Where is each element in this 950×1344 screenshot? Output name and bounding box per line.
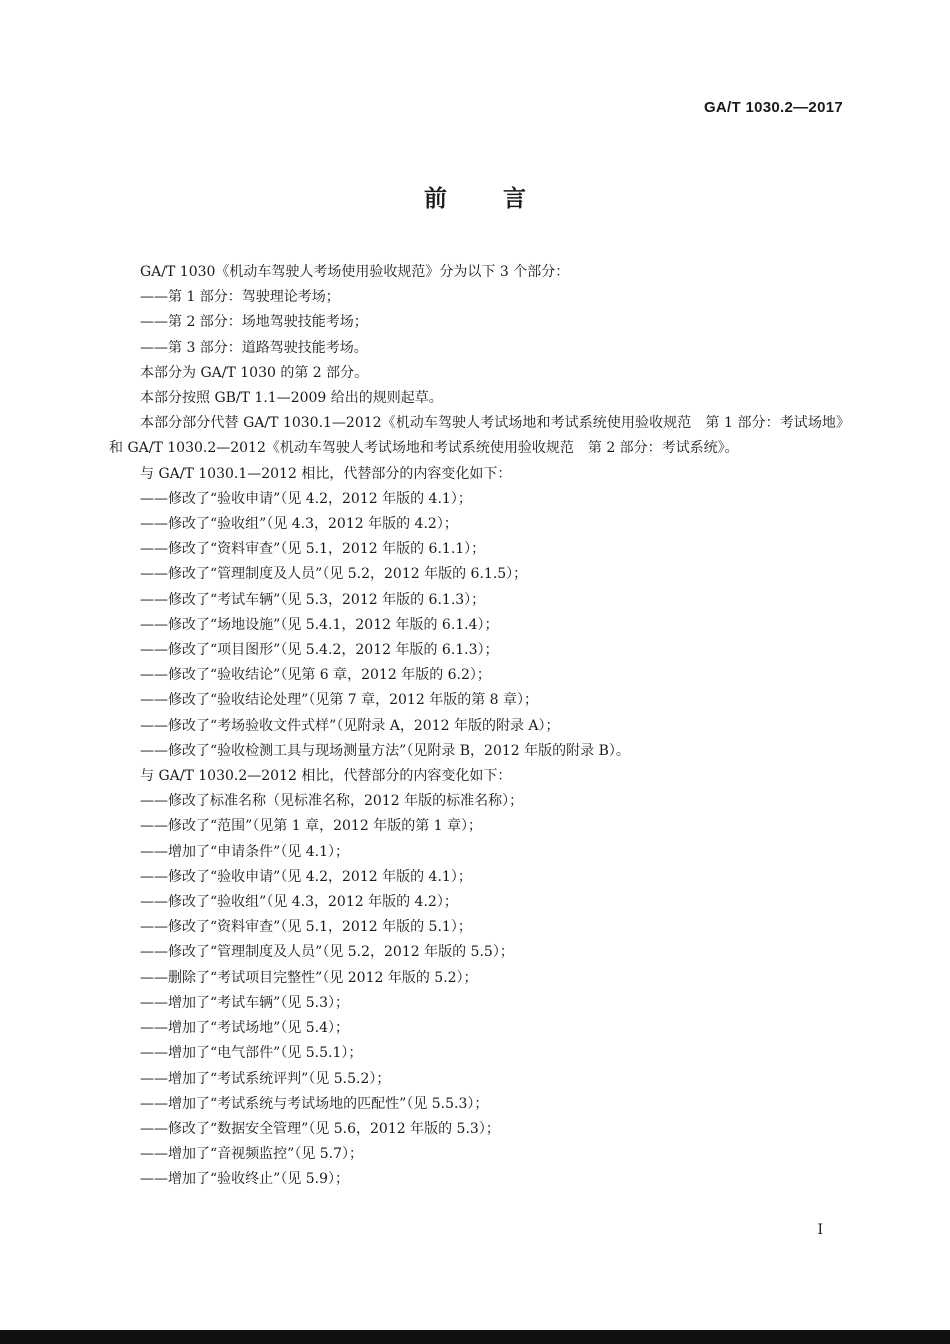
list-item: ——增加了“电气部件”（见 5.5.1）； [140, 1045, 363, 1062]
list-item: ——修改了“数据安全管理”（见 5.6，2012 年版的 5.3）； [140, 1120, 500, 1137]
list-item: ——修改了“验收申请”（见 4.2，2012 年版的 4.1）； [140, 868, 472, 885]
list-item: ——第 2 部分：场地驾驶技能考场； [140, 314, 368, 331]
list-item: ——增加了“验收终止”（见 5.9）； [140, 1171, 350, 1188]
paragraph: 与 GA/T 1030.1—2012 相比，代替部分的内容变化如下： [140, 465, 512, 482]
list-item: ——修改了“考场验收文件式样”（见附录 A，2012 年版的附录 A）； [140, 717, 560, 734]
page-title [0, 180, 950, 213]
list-item: ——增加了“考试场地”（见 5.4）； [140, 1020, 350, 1037]
bottom-border [0, 1330, 950, 1344]
foreword-body [109, 260, 843, 1193]
list-item: ——第 1 部分：驾驶理论考场； [140, 289, 340, 306]
list-item: ——修改了“场地设施”（见 5.4.1，2012 年版的 6.1.4）； [140, 616, 499, 633]
title-char-1: 前 [424, 186, 447, 212]
list-item: ——修改了“考试车辆”（见 5.3，2012 年版的 6.1.3）； [140, 591, 486, 608]
list-item: ——修改了“资料审查”（见 5.1，2012 年版的 6.1.1）； [140, 541, 486, 558]
standard-code: GA/T 1030.2—2017 [703, 99, 843, 116]
list-item: ——修改了“资料审查”（见 5.1，2012 年版的 5.1）； [140, 919, 472, 936]
list-item: ——增加了“音视频监控”（见 5.7）； [140, 1146, 364, 1163]
list-item: ——修改了“管理制度及人员”（见 5.2，2012 年版的 5.5）； [140, 944, 514, 961]
list-item: ——修改了“验收组”（见 4.3，2012 年版的 4.2）； [140, 894, 458, 911]
title-char-2: 言 [503, 186, 526, 212]
paragraph: 本部分部分代替 GA/T 1030.1—2012《机动车驾驶人考试场地和考试系统使用验收规范 第 1 部分：考试场地》和 GA/T 1030.2—2012《机动车驾驶人考试场地和考试系统使用验收规范 第 2 部分：考试系统》。 [109, 415, 843, 457]
paragraph: GA/T 1030《机动车驾驶人考场使用验收规范》分为以下 3 个部分： [140, 264, 570, 280]
list-item: ——修改了“验收组”（见 4.3，2012 年版的 4.2）； [140, 516, 458, 533]
list-item: ——修改了标准名称（见标准名称，2012 年版的标准名称）； [140, 793, 524, 810]
list-item: ——增加了“申请条件”（见 4.1）； [140, 843, 350, 860]
paragraph: 与 GA/T 1030.2—2012 相比，代替部分的内容变化如下： [140, 768, 512, 785]
paragraph: 本部分为 GA/T 1030 的第 2 部分。 [140, 364, 369, 381]
paragraph: 本部分按照 GB/T 1.1—2009 给出的规则起草。 [140, 390, 443, 407]
list-item: ——修改了“管理制度及人员”（见 5.2，2012 年版的 6.1.5）； [140, 566, 528, 583]
list-item: ——第 3 部分：道路驾驶技能考场。 [140, 339, 368, 356]
list-item: ——修改了“范围”（见第 1 章，2012 年版的第 1 章）； [140, 818, 483, 835]
list-item: ——增加了“考试系统与考试场地的匹配性”（见 5.5.3）； [140, 1095, 489, 1112]
list-item: ——修改了“验收检测工具与现场测量方法”（见附录 B，2012 年版的附录 B）。 [140, 742, 630, 759]
list-item: ——修改了“验收结论处理”（见第 7 章，2012 年版的第 8 章）； [140, 692, 539, 709]
list-item: ——增加了“考试车辆”（见 5.3）； [140, 994, 350, 1011]
list-item: ——删除了“考试项目完整性”（见 2012 年版的 5.2）； [140, 969, 478, 986]
list-item: ——修改了“验收结论”（见第 6 章，2012 年版的 6.2）； [140, 667, 491, 684]
list-item: ——修改了“验收申请”（见 4.2，2012 年版的 4.1）； [140, 490, 472, 507]
list-item: ——增加了“考试系统评判”（见 5.5.2）； [140, 1070, 391, 1087]
list-item: ——修改了“项目图形”（见 5.4.2，2012 年版的 6.1.3）； [140, 642, 499, 659]
page-number: I [817, 1222, 823, 1238]
